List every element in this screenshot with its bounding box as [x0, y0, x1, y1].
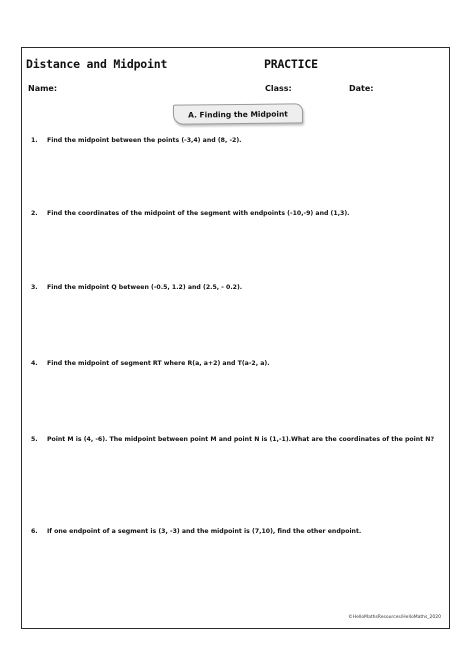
question-text: If one endpoint of a segment is (3, -3) and the midpoint is (7,10), find the other endpoint.	[47, 528, 362, 535]
section-title-tab	[173, 103, 303, 124]
question-text: Find the midpoint Q between (-0.5, 1.2) and (2.5, - 0.2).	[47, 284, 243, 291]
question-item	[31, 135, 443, 147]
copyright-footer: ©HelloMathsResources/HelloMaths_2020	[348, 615, 441, 620]
date-label: Date:	[349, 84, 374, 93]
question-item	[31, 358, 443, 370]
question-text: Find the midpoint of segment RT where R(a, a+2) and T(a-2, a).	[47, 360, 270, 367]
class-label: Class:	[265, 84, 292, 93]
question-item	[31, 526, 443, 538]
question-number: 4.	[31, 360, 38, 367]
section-title: A. Finding the Midpoint	[188, 108, 288, 120]
question-number: 6.	[31, 528, 38, 535]
question-number: 1.	[31, 137, 38, 144]
name-label: Name:	[28, 84, 58, 93]
question-item	[31, 208, 443, 220]
worksheet-title: Distance and Midpoint	[26, 57, 168, 71]
question-text: Point M is (4, -6). The midpoint between point M and point N is (1,-1).What are the coordinates of the point N?	[47, 436, 435, 443]
question-number: 3.	[31, 284, 38, 291]
question-item	[31, 434, 443, 446]
question-number: 5.	[31, 436, 38, 443]
question-text: Find the coordinates of the midpoint of the segment with endpoints (-10,-9) and (1,3).	[47, 210, 350, 217]
question-item	[31, 282, 443, 294]
question-number: 2.	[31, 210, 38, 217]
practice-heading: PRACTICE	[264, 57, 318, 71]
worksheet-page	[21, 47, 450, 629]
question-text: Find the midpoint between the points (-3,4) and (8, -2).	[47, 137, 242, 144]
